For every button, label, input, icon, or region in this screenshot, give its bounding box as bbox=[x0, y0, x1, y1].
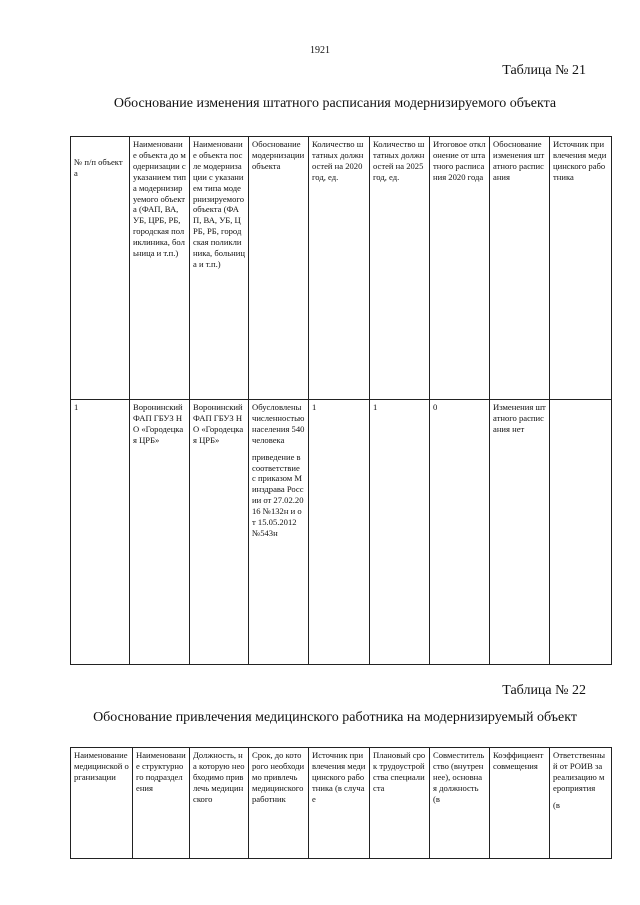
header-cell: Количество штатных должностей на 2020 год, ед. bbox=[309, 137, 370, 400]
staffing-justification-table bbox=[70, 136, 612, 665]
staff-2025-cell: 1 bbox=[370, 400, 430, 665]
header-cell: Обоснование модернизации объекта bbox=[249, 137, 309, 400]
header-cell: Обоснование изменения штатного расписания bbox=[490, 137, 550, 400]
header-cell: Плановый срок трудоустройства специалиста bbox=[370, 748, 430, 859]
object-after-cell: Воронинский ФАП ГБУЗ НО «Городецкая ЦРБ» bbox=[190, 400, 249, 665]
header-cell: № п/п объекта bbox=[71, 137, 130, 400]
header-cell: Совместительство (внутреннее), основная должность (в bbox=[430, 748, 490, 859]
header-cell: Должность, на которую необходимо привлечь медицинского bbox=[190, 748, 249, 859]
header-cell: Коэффициент совмещения bbox=[490, 748, 550, 859]
header-cell: Источник привлечения медицинского работника (в случае bbox=[309, 748, 370, 859]
header-cell: Наименование медицинской организации bbox=[71, 748, 133, 859]
worker-recruitment-table bbox=[70, 747, 612, 859]
change-reason-cell: Изменения штатного расписания нет bbox=[490, 400, 550, 665]
header-cell: Итоговое отклонение от штатного расписания 2020 года bbox=[430, 137, 490, 400]
source-cell bbox=[550, 400, 612, 665]
header-cell: Количество штатных должностей на 2025 год, ед. bbox=[370, 137, 430, 400]
modernization-justification-cell bbox=[249, 400, 309, 665]
header-cell: Наименование объекта после модернизации с указанием типа модернизируемого объекта (ФАП, ВА, УБ, ЦРБ, РБ, городская поликлиника, больница и т.п.) bbox=[190, 137, 249, 400]
staff-2020-cell: 1 bbox=[309, 400, 370, 665]
table-row bbox=[71, 400, 612, 665]
header-cell bbox=[550, 748, 612, 859]
page-number: 1921 bbox=[310, 45, 330, 56]
header-text-extra: (в bbox=[553, 799, 560, 810]
header-cell: Наименование объекта до модернизации с указанием типа модернизируемого объекта (ФАП, ВА, УБ, ЦРБ, РБ, городская поликлиника, больница и т.п.) bbox=[130, 137, 190, 400]
header-cell: Наименование структурного подразделения bbox=[133, 748, 190, 859]
justification-text-2: приведение в соответствие с приказом Минздрава России от 27.02.2016 №132н и от 15.05.2012 №543н bbox=[252, 451, 304, 538]
header-text: Ответственный от РОИВ за реализацию мероприятия bbox=[553, 750, 606, 793]
object-before-cell: Воронинский ФАП ГБУЗ НО «Городецкая ЦРБ» bbox=[130, 400, 190, 665]
table-header-row bbox=[71, 137, 612, 400]
table-21-label: Таблица № 21 bbox=[502, 63, 586, 78]
row-number-cell: 1 bbox=[71, 400, 130, 665]
table-22-title: Обоснование привлечения медицинского работника на модернизируемый объект bbox=[93, 710, 577, 725]
table-header-row bbox=[71, 748, 612, 859]
table-21-title: Обоснование изменения штатного расписания модернизируемого объекта bbox=[113, 96, 557, 111]
table-22-label: Таблица № 22 bbox=[502, 683, 586, 698]
header-cell: Источник привлечения медицинского работника bbox=[550, 137, 612, 400]
justification-text-1: Обусловлены численностью населения 540 человека bbox=[252, 402, 305, 445]
header-cell: Срок, до которого необходимо привлечь медицинского работник bbox=[249, 748, 309, 859]
deviation-cell: 0 bbox=[430, 400, 490, 665]
